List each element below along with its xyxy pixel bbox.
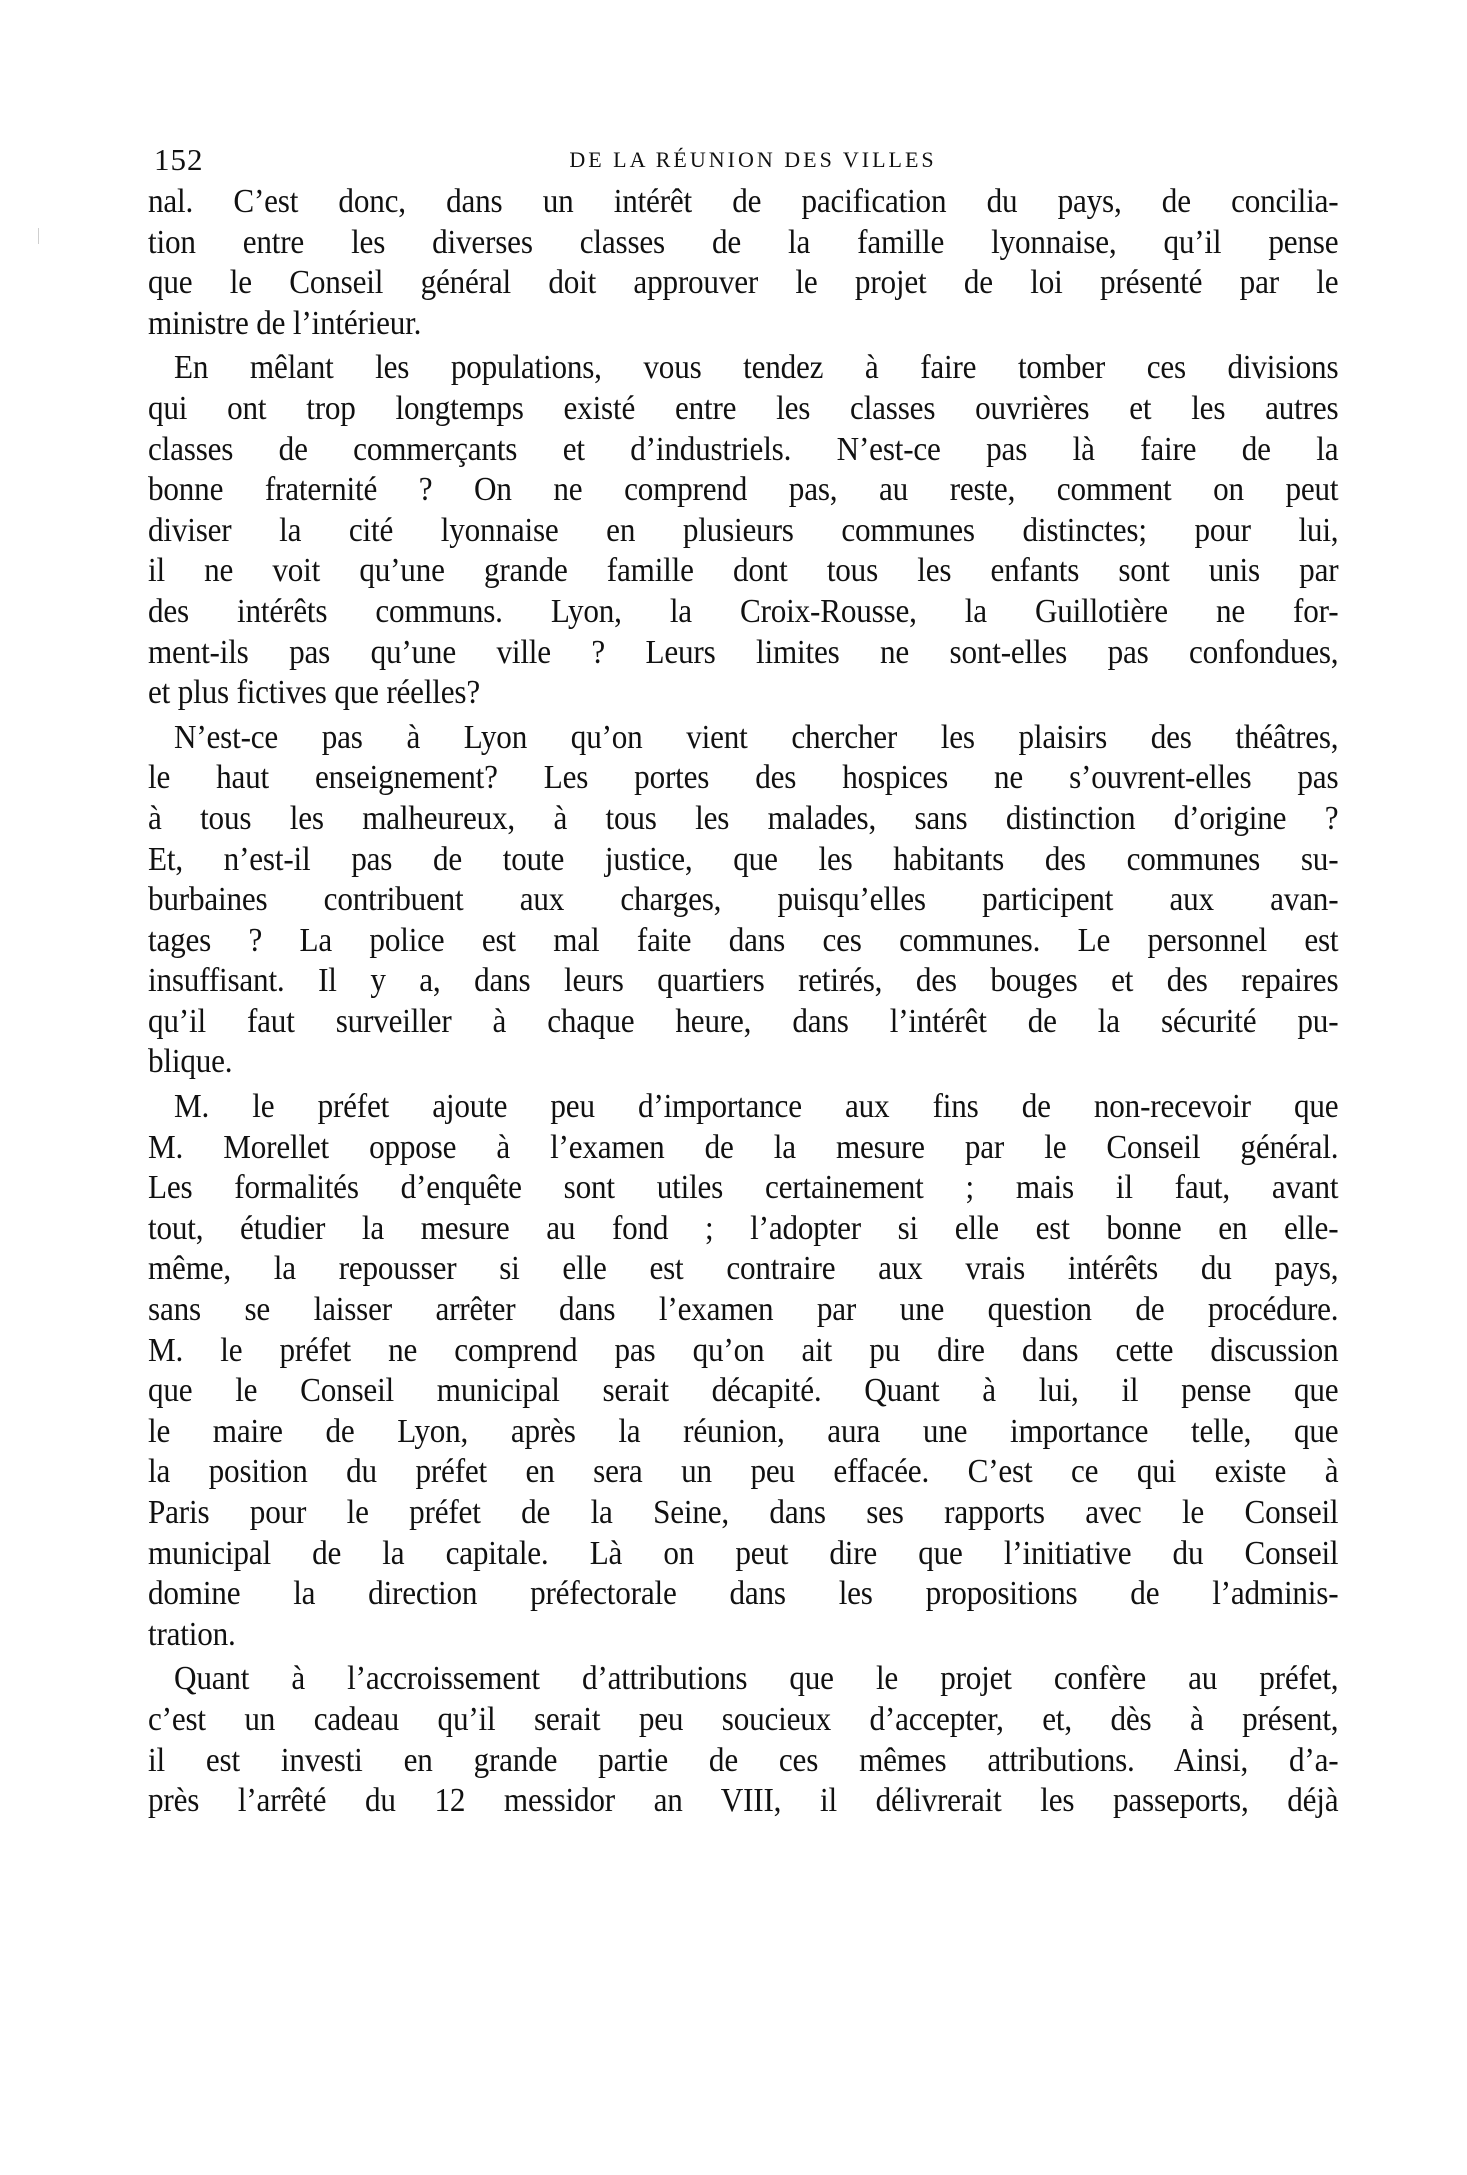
text-line: tion entre les diverses classes de la famille lyonnaise, qu’il pense <box>148 223 1339 261</box>
running-head <box>148 138 1338 182</box>
text-line: M. le préfet ajoute peu d’importance aux fins de non-recevoir que <box>174 1088 1339 1126</box>
text-line: le maire de Lyon, après la réunion, aura une importance telle, que <box>148 1412 1339 1450</box>
text-line: tout, étudier la mesure au fond ; l’adopter si elle est bonne en elle- <box>148 1209 1339 1247</box>
text-line: près l’arrêté du 12 messidor an VIII, il délivrerait les passeports, déjà <box>148 1782 1339 1820</box>
text-line: il est investi en grande partie de ces mêmes attributions. Ainsi, d’a- <box>148 1741 1339 1779</box>
text-line: ministre de l’intérieur. <box>148 304 422 342</box>
text-line: Et, n’est-il pas de toute justice, que les habitants des communes su- <box>148 840 1339 878</box>
text-line: tration. <box>148 1615 236 1653</box>
paragraph-2 <box>148 348 1338 713</box>
paragraph-5 <box>148 1659 1338 1821</box>
text-line: le haut enseignement? Les portes des hospices ne s’ouvrent-elles pas <box>148 759 1339 797</box>
text-line: municipal de la capitale. Là on peut dire que l’initiative du Conseil <box>148 1534 1339 1572</box>
text-line: que le Conseil municipal serait décapité. Quant à lui, il pense que <box>148 1372 1339 1410</box>
text-line: M. Morellet oppose à l’examen de la mesure par le Conseil général. <box>148 1128 1339 1166</box>
text-line: Paris pour le préfet de la Seine, dans ses rapports avec le Conseil <box>148 1494 1339 1531</box>
body-text <box>148 182 1338 1822</box>
text-line: même, la repousser si elle est contraire aux vrais intérêts du pays, <box>148 1250 1339 1288</box>
text-line: sans se laisser arrêter dans l’examen par une question de procédure. <box>148 1291 1339 1329</box>
text-line: insuffisant. Il y a, dans leurs quartiers retirés, des bouges et des repaires <box>148 962 1339 1000</box>
text-line: classes de commerçants et d’industriels. N’est-ce pas là faire de la <box>148 430 1339 468</box>
text-line: qui ont trop longtemps existé entre les classes ouvrières et les autres <box>148 389 1339 427</box>
text-line: burbaines contribuent aux charges, puisqu’elles participent aux avan- <box>148 881 1339 919</box>
scan-margin-mark <box>38 228 39 244</box>
text-line: tages ? La police est mal faite dans ces communes. Le personnel est <box>148 921 1339 959</box>
text-line: Quant à l’accroissement d’attributions que le projet confère au préfet, <box>174 1660 1339 1698</box>
text-line: à tous les malheureux, à tous les malades, sans distinction d’origine ? <box>148 799 1339 837</box>
text-line: des intérêts communs. Lyon, la Croix-Rousse, la Guillotière ne for- <box>148 592 1339 630</box>
running-title: DE LA RÉUNION DES VILLES <box>569 147 937 172</box>
text-line: la position du préfet en sera un peu effacée. C’est ce qui existe à <box>148 1453 1339 1491</box>
book-page <box>148 138 1338 1826</box>
text-line: M. le préfet ne comprend pas qu’on ait pu dire dans cette discussion <box>148 1331 1339 1369</box>
text-line: et plus fictives que réelles? <box>148 674 480 712</box>
paragraph-1 <box>148 182 1338 344</box>
page-number: 152 <box>154 142 204 177</box>
text-line: qu’il faut surveiller à chaque heure, dans l’intérêt de la sécurité pu- <box>148 1002 1339 1040</box>
text-line: c’est un cadeau qu’il serait peu soucieux d’accepter, et, dès à présent, <box>148 1700 1339 1738</box>
text-line: blique. <box>148 1043 233 1081</box>
text-line: diviser la cité lyonnaise en plusieurs communes distinctes; pour lui, <box>148 511 1339 549</box>
paragraph-3 <box>148 718 1338 1083</box>
text-line: bonne fraternité ? On ne comprend pas, au reste, comment on peut <box>148 471 1339 509</box>
text-line: Les formalités d’enquête sont utiles certainement ; mais il faut, avant <box>148 1169 1339 1207</box>
text-line: ment-ils pas qu’une ville ? Leurs limites ne sont-elles pas confondues, <box>148 633 1339 671</box>
text-line: nal. C’est donc, dans un intérêt de pacification du pays, de concilia- <box>148 183 1339 220</box>
text-line: domine la direction préfectorale dans les propositions de l’adminis- <box>148 1575 1339 1613</box>
paragraph-4 <box>148 1087 1338 1655</box>
text-line: il ne voit qu’une grande famille dont tous les enfants sont unis par <box>148 552 1339 590</box>
text-line: que le Conseil général doit approuver le projet de loi présenté par le <box>148 264 1339 302</box>
text-line: En mêlant les populations, vous tendez à faire tomber ces divisions <box>174 349 1339 387</box>
text-line: N’est-ce pas à Lyon qu’on vient chercher les plaisirs des théâtres, <box>174 718 1339 756</box>
